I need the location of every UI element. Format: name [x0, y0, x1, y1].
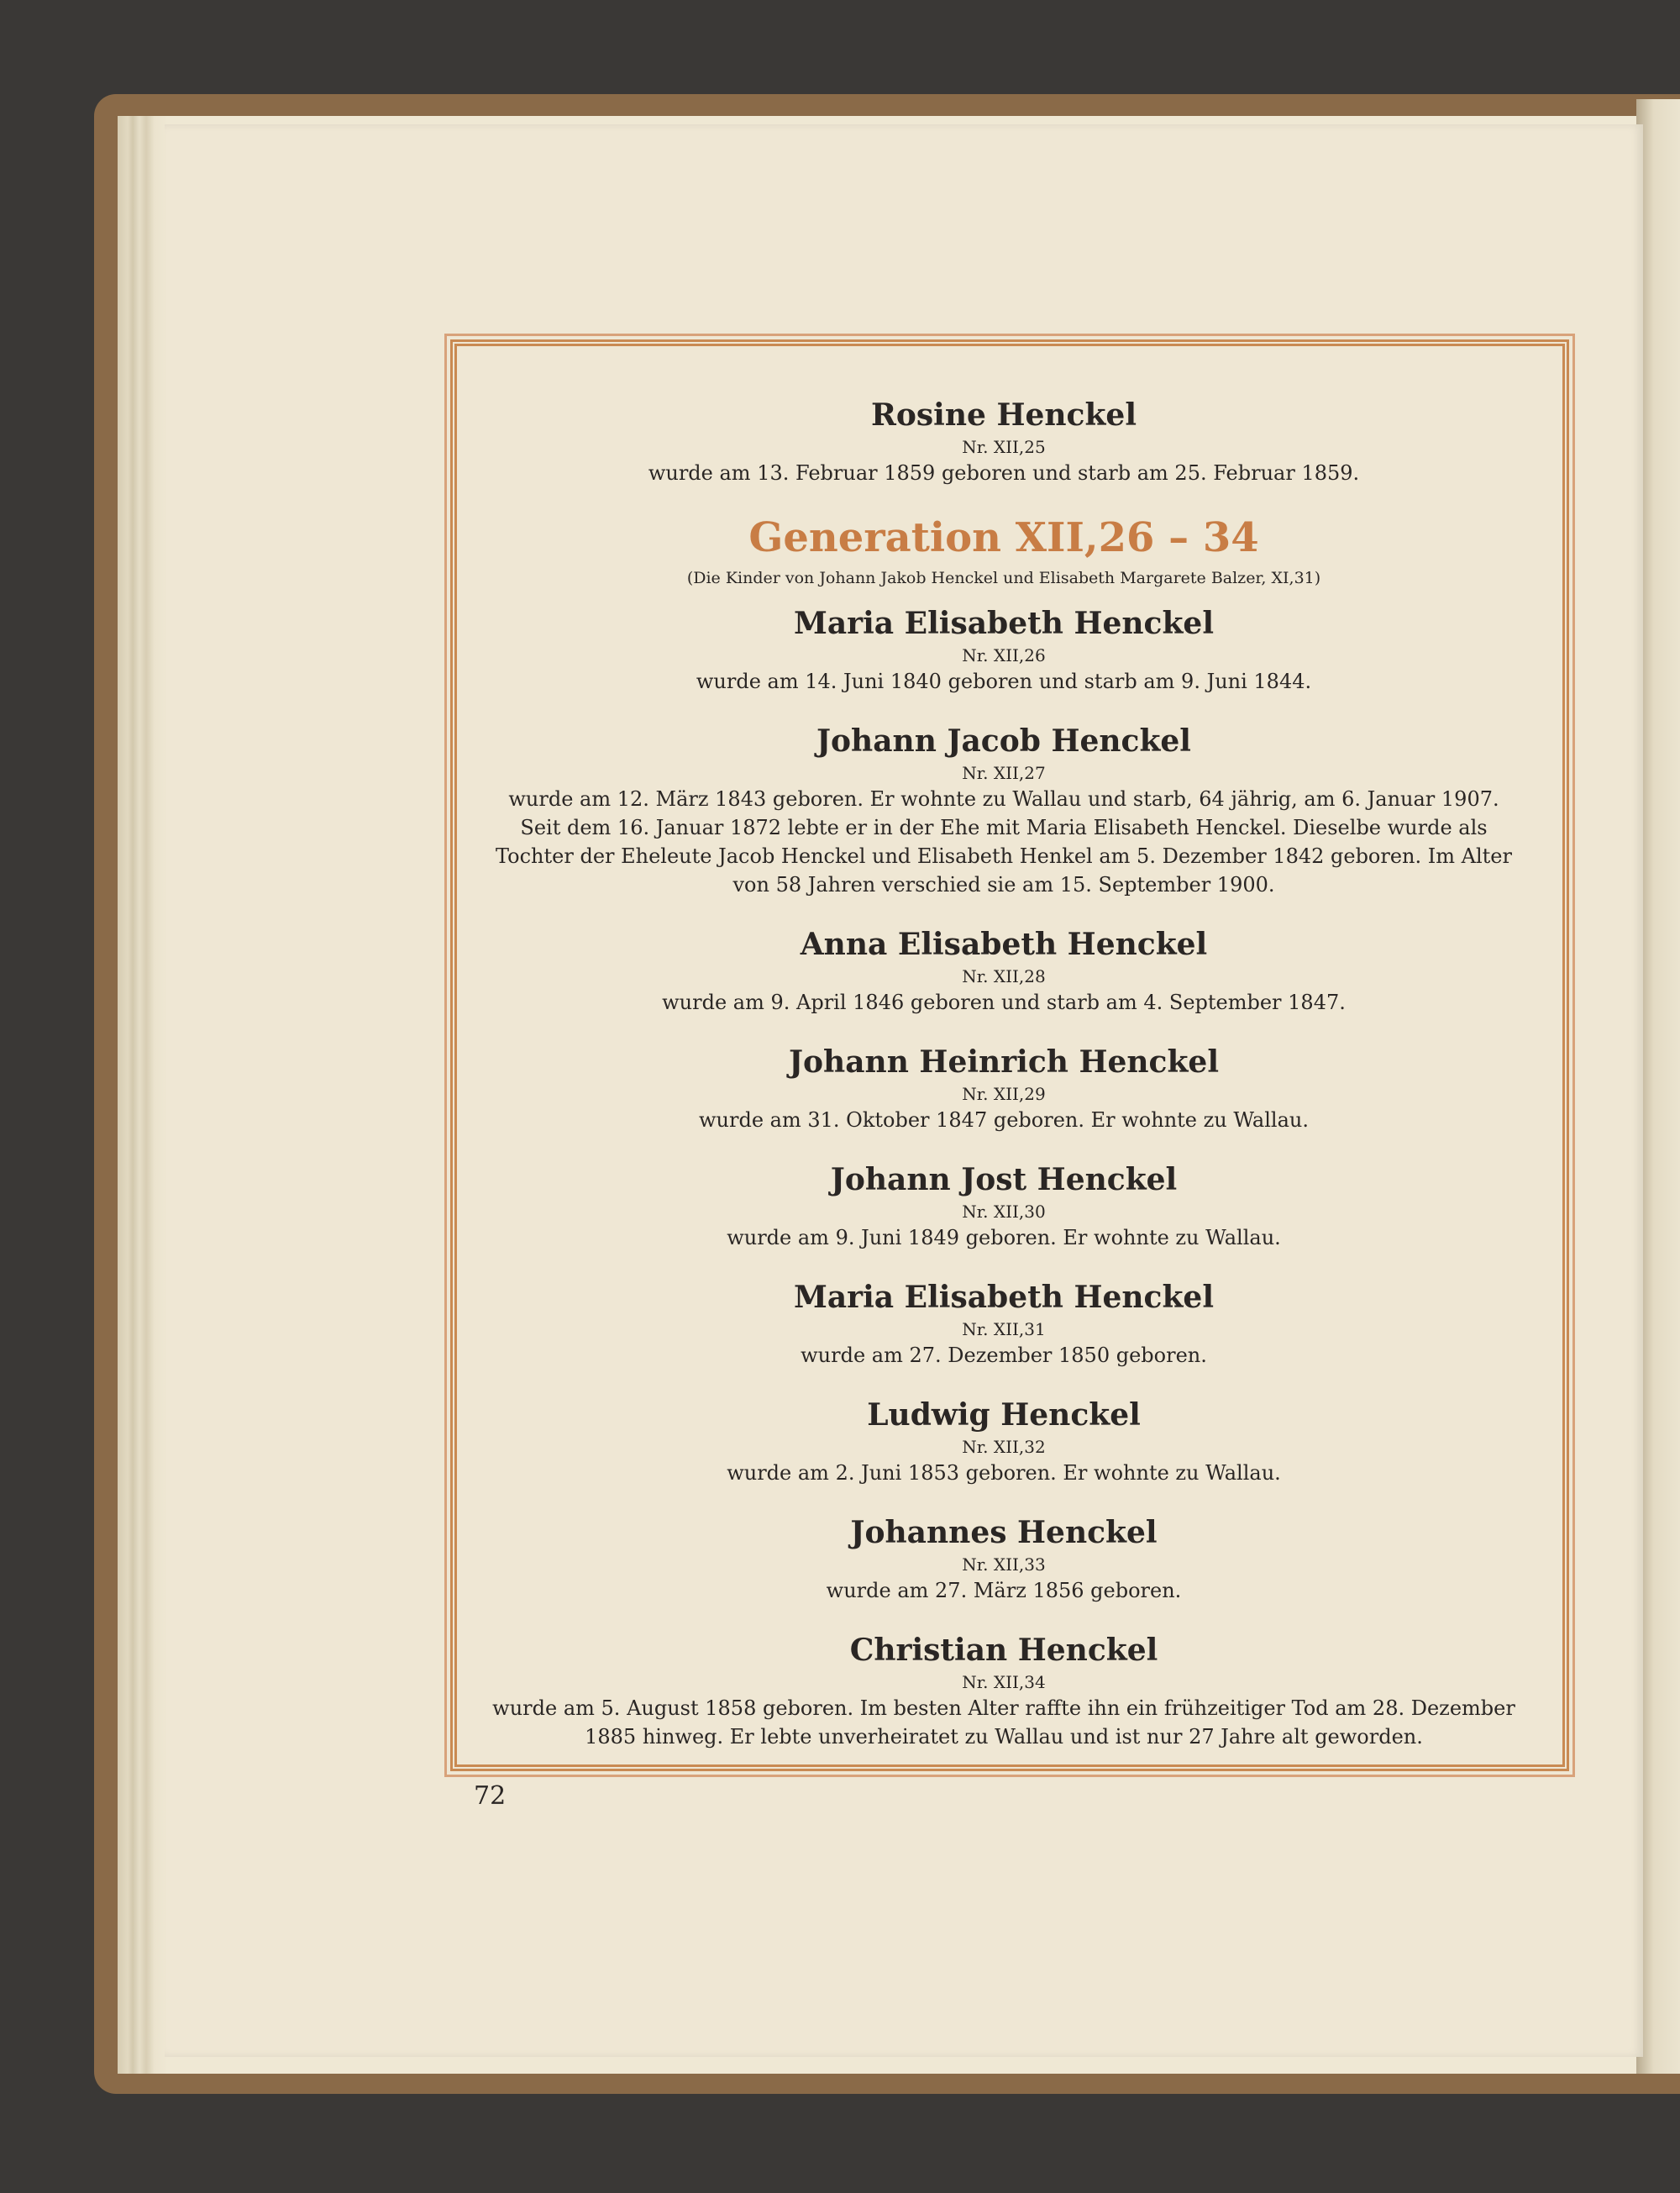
person-text: wurde am 31. Oktober 1847 geboren. Er wohnte zu Wallau.	[699, 1108, 1309, 1132]
person-name: Rosine Henckel	[870, 397, 1137, 433]
person-name: Johann Jacob Henckel	[816, 723, 1191, 759]
entry	[487, 1042, 1520, 1134]
person-name: Johannes Henckel	[850, 1515, 1158, 1550]
generation-title: Generation XII,26 – 34	[748, 514, 1259, 561]
person-text: wurde am 13. Februar 1859 geboren und starb am 25. Februar 1859.	[648, 461, 1360, 485]
person-name: Maria Elisabeth Henckel	[793, 1280, 1214, 1315]
person-number: Nr. XII,28	[962, 966, 1046, 986]
person-text: wurde am 5. August 1858 geboren. Im besten Alter raffte ihn ein frühzeitiger Tod am 28. Dezember 1885 hinweg. Er lebte unverheiratet zu Wallau und ist nur 27 Jahre alt geworden.	[492, 1696, 1515, 1749]
entry	[487, 1630, 1520, 1751]
person-text: wurde am 2. Juni 1853 geboren. Er wohnte zu Wallau.	[727, 1461, 1281, 1485]
person-number: Nr. XII,34	[962, 1672, 1046, 1692]
person-name: Christian Henckel	[849, 1633, 1158, 1668]
entry	[487, 1160, 1520, 1252]
person-text: wurde am 9. Juni 1849 geboren. Er wohnte zu Wallau.	[727, 1226, 1281, 1249]
person-text: wurde am 9. April 1846 geboren und starb am 4. September 1847.	[662, 991, 1346, 1014]
person-number: Nr. XII,29	[962, 1084, 1046, 1104]
generation-subtitle: (Die Kinder von Johann Jakob Henckel und Elisabeth Margarete Balzer, XI,31)	[686, 569, 1321, 587]
entry	[487, 603, 1520, 696]
person-name: Maria Elisabeth Henckel	[793, 606, 1214, 641]
entry	[487, 924, 1520, 1017]
entry-rosine	[487, 395, 1520, 487]
person-text: wurde am 27. März 1856 geboren.	[826, 1579, 1182, 1602]
entry	[487, 1277, 1520, 1370]
person-name: Ludwig Henckel	[867, 1397, 1141, 1433]
entry	[487, 1395, 1520, 1487]
entry	[487, 1512, 1520, 1605]
person-number: Nr. XII,32	[962, 1437, 1046, 1457]
person-number: Nr. XII,26	[962, 645, 1046, 665]
page-content	[487, 395, 1520, 1776]
page-number: 72	[474, 1781, 507, 1811]
person-number: Nr. XII,30	[962, 1202, 1046, 1222]
person-name: Anna Elisabeth Henckel	[800, 927, 1208, 962]
person-text: wurde am 12. März 1843 geboren. Er wohnte zu Wallau und starb, 64 jährig, am 6. Januar 1907. Seit dem 16. Januar 1872 lebte er in der Ehe mit Maria Elisabeth Henckel. Dieselbe wurde als Tochter der Eheleute Jacob Henckel und Elisabeth Henkel am 5. Dezember 1842 geboren. Im Alter von 58 Jahren verschied sie am 15. September 1900.	[496, 787, 1512, 897]
person-number: Nr. XII,31	[962, 1319, 1046, 1339]
person-number: Nr. XII,25	[962, 437, 1046, 457]
person-number: Nr. XII,33	[962, 1554, 1046, 1575]
entry	[487, 721, 1520, 899]
person-name: Johann Heinrich Henckel	[789, 1044, 1219, 1080]
person-text: wurde am 14. Juni 1840 geboren und starb am 9. Juni 1844.	[696, 670, 1312, 693]
person-name: Johann Jost Henckel	[830, 1162, 1178, 1197]
person-text: wurde am 27. Dezember 1850 geboren.	[801, 1344, 1207, 1367]
person-number: Nr. XII,27	[962, 763, 1046, 783]
